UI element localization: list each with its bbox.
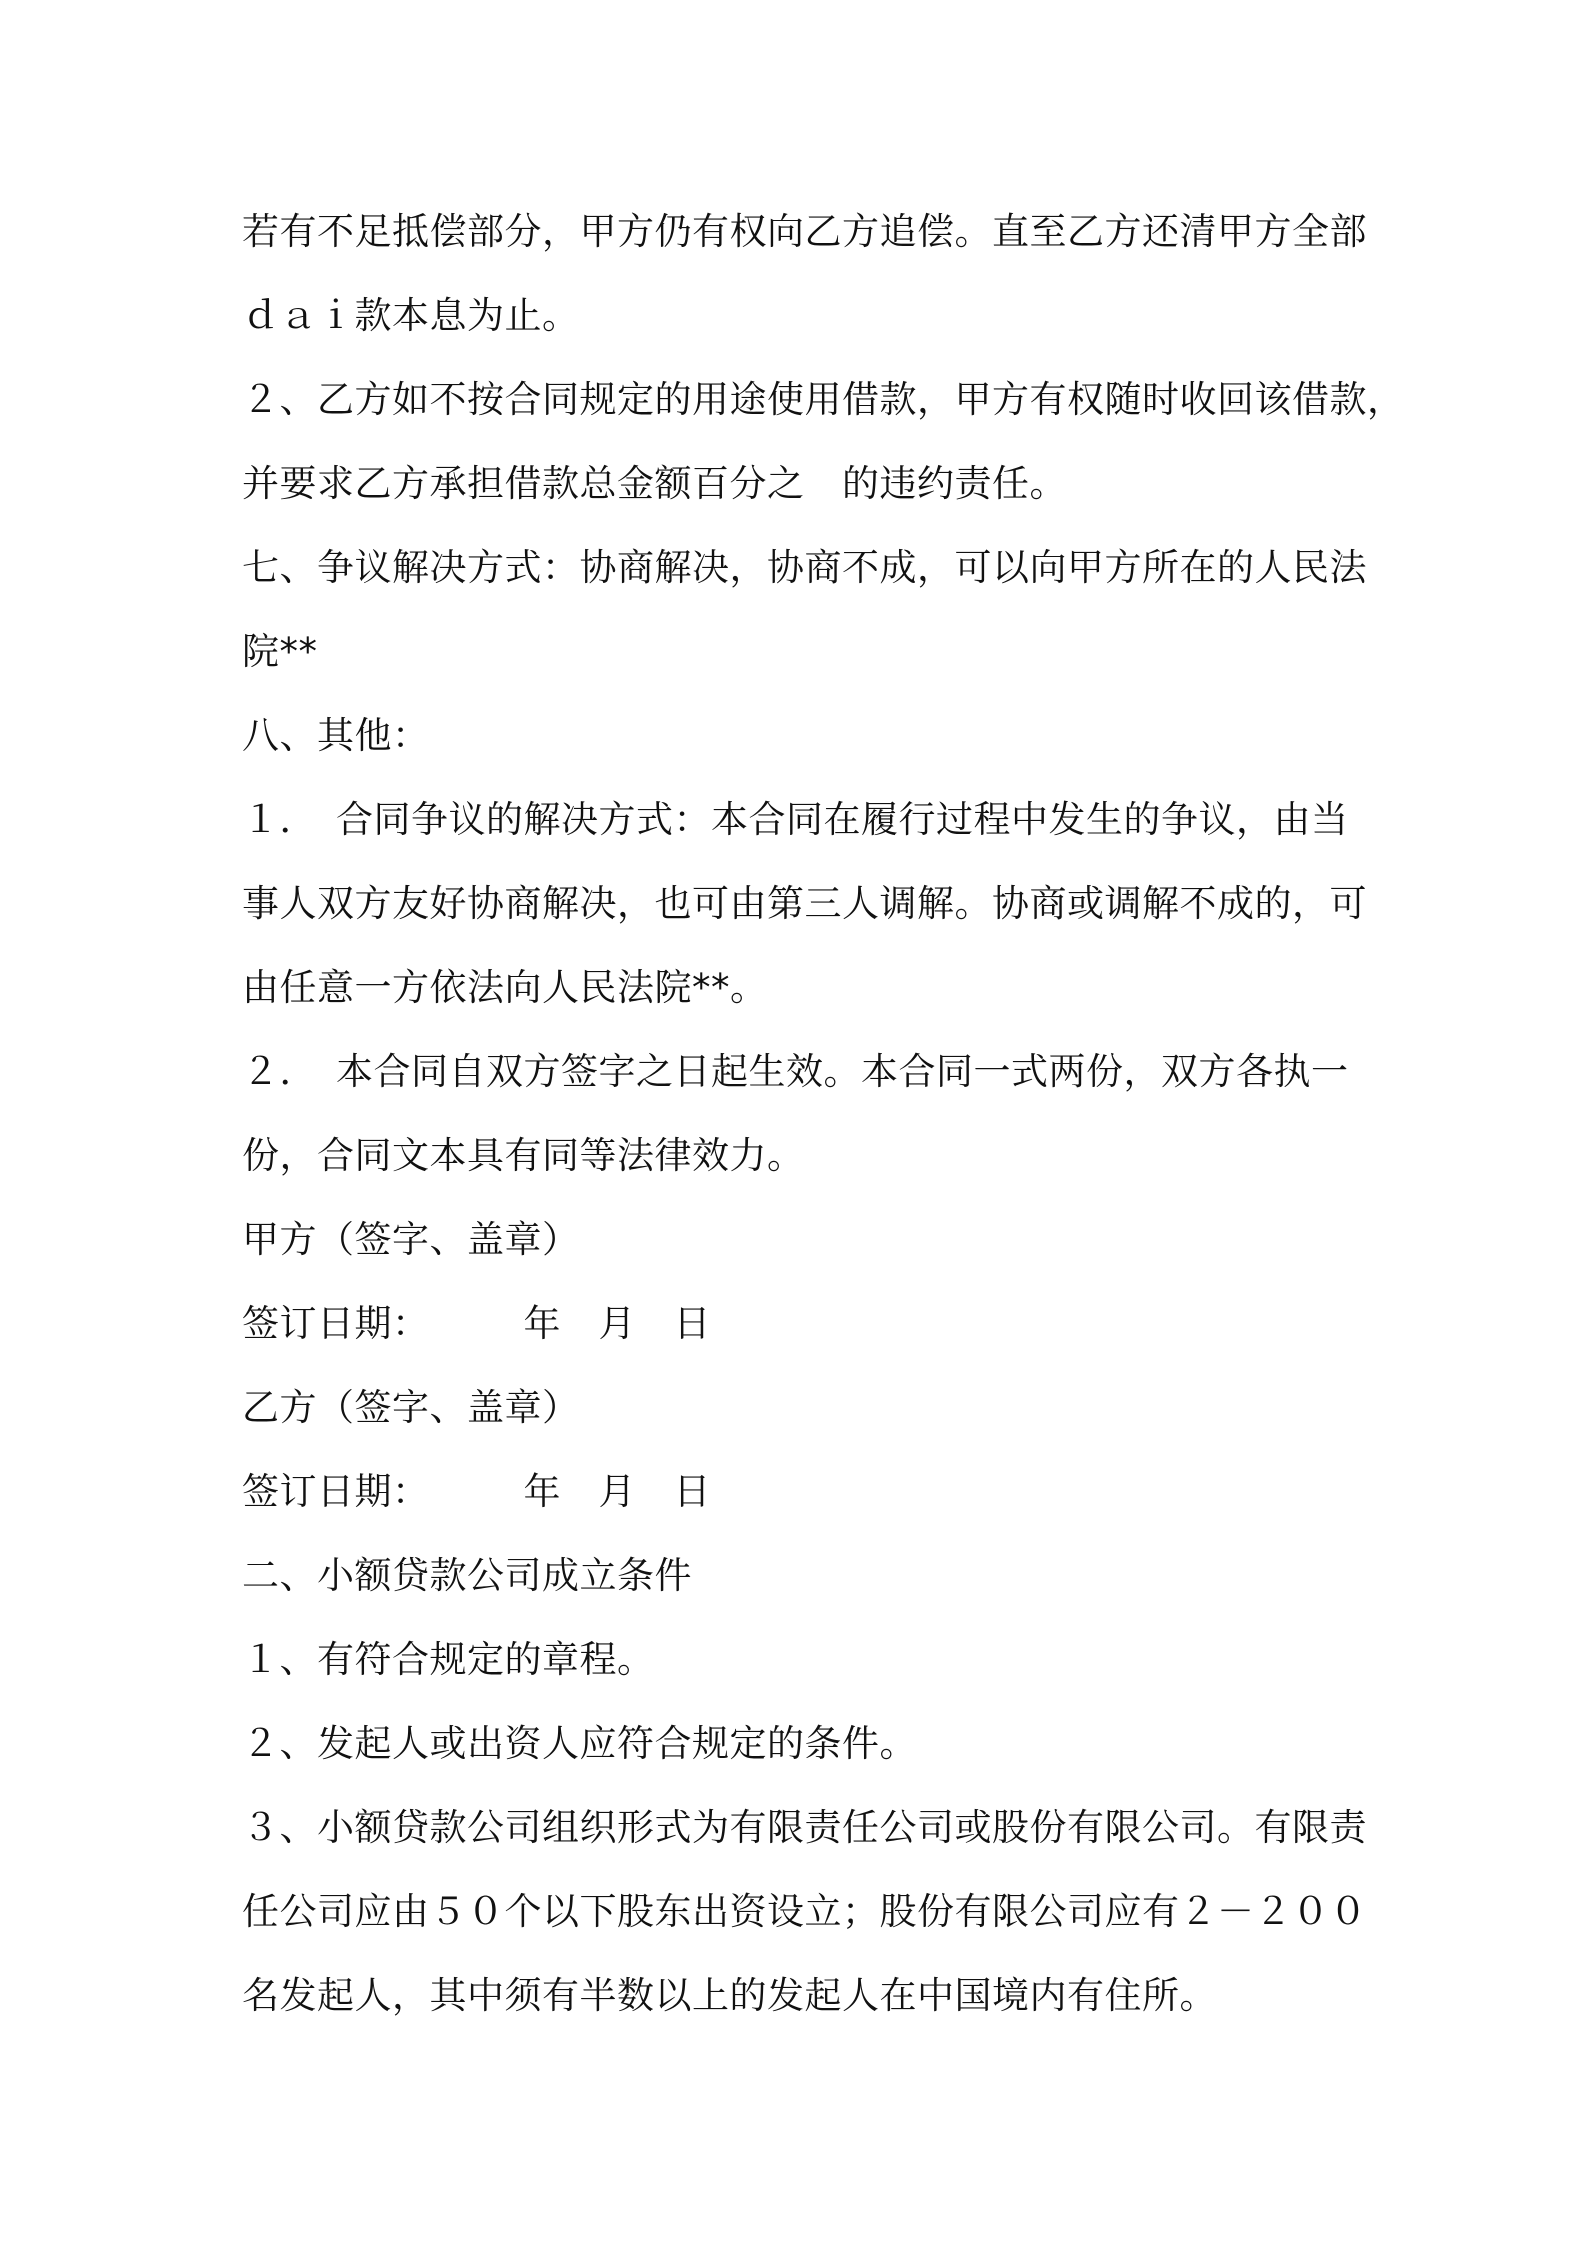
text-line: １． 合同争议的解决方式：本合同在履行过程中发生的争议，由当: [242, 798, 1349, 841]
text-line: 名发起人，其中须有半数以上的发起人在中国境内有住所。: [242, 1974, 1217, 2017]
text-line: 任公司应由５０个以下股东出资设立；股份有限公司应有２－２００: [242, 1890, 1367, 1933]
text-line: ｄａｉ款本息为止。: [242, 294, 580, 337]
text-line: ２、发起人或出资人应符合规定的条件。: [242, 1722, 917, 1765]
party-a-sign-date: 签订日期： 年 月 日: [242, 1302, 711, 1345]
document-body: [242, 200, 1405, 2048]
text-line: 事人双方友好协商解决，也可由第三人调解。协商或调解不成的，可: [242, 882, 1367, 925]
text-line: 由任意一方依法向人民法院**。: [242, 966, 768, 1009]
text-line: 若有不足抵偿部分，甲方仍有权向乙方追偿。直至乙方还清甲方全部: [242, 210, 1367, 253]
section-heading-conditions: 二、小额贷款公司成立条件: [242, 1554, 692, 1597]
party-a-signature: 甲方（签字、盖章）: [242, 1218, 580, 1261]
text-line: 并要求乙方承担借款总金额百分之 的违约责任。: [242, 462, 1067, 505]
party-b-sign-date: 签订日期： 年 月 日: [242, 1470, 711, 1513]
text-line: ２． 本合同自双方签字之日起生效。本合同一式两份，双方各执一: [242, 1050, 1349, 1093]
text-line: 院**: [242, 630, 318, 673]
text-line: ２、乙方如不按合同规定的用途使用借款，甲方有权随时收回该借款，: [242, 378, 1405, 421]
text-line: ３、小额贷款公司组织形式为有限责任公司或股份有限公司。有限责: [242, 1806, 1367, 1849]
party-b-signature: 乙方（签字、盖章）: [242, 1386, 580, 1429]
section-heading-dispute: 七、争议解决方式：协商解决，协商不成，可以向甲方所在的人民法: [242, 546, 1367, 589]
section-heading-other: 八、其他：: [242, 714, 430, 757]
text-line: 份，合同文本具有同等法律效力。: [242, 1134, 805, 1177]
text-line: １、有符合规定的章程。: [242, 1638, 655, 1681]
